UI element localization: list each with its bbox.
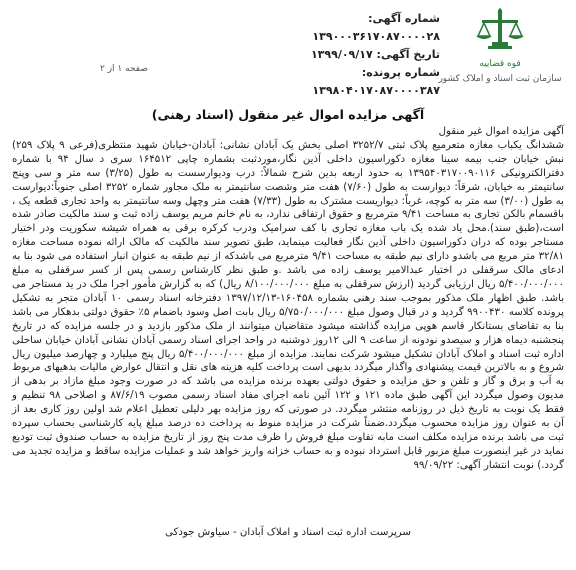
organization-name: سازمان ثبت اسناد و املاک کشور (438, 74, 562, 84)
judiciary-emblem-icon (460, 6, 540, 76)
page-title: آگهی مزایده اموال غیر منقول (اسناد رهنی) (151, 107, 425, 122)
emblem-caption: قوه قضاییه (479, 59, 521, 69)
ad-metadata (280, 10, 440, 100)
notice-body (12, 125, 564, 473)
notice-paragraph: ششدانگ یکباب مغازه متعرمیع پلاک ثبتی ۳۲۵۲/۷ اصلی بخش یک آبادان نشانی: آبادان-خیابان شهید منتظری(فرعی ۹ پلاک ۲۵۹) نبش خیابان جنب بیمه سینا مغازه دکوراسیون داخلی آذین نگار،موردثبت بشماره چاپی ۱۶۴۵۱۲ سری د سال ۹۴ با شماره دفترالکترونیکی ۱۳۹۵۴۰۳۱۷۰۰۹۰۱۱۶ به حدود اربعه بدین شرح شمالاً: درب ودیوارسست به طول (۳/۲۵) سه متر و سی وپنج سانتیمتر به خیابان، شرقاً: دیوارست به طول (۷/۶۰) هفت متر وشصت سانتیمتر به ملک مجاور شماره ۳۲۵۲ اصلی جنوباً:دیوارست به طول (۳/۰۰) سه متر به کوچه، غرباً: دیواریست مشترک به طول (۷/۳۳) هفت متر وچهل وسه سانتیمتر به واحد تجاری قطعه یک ، باقسمام بالکن تجاری به مساحت ۹/۴۱ مترمربع و حقوق ارتفاقی ندارد، به نام خانم مریم یوسف زاده ثبت و سند مالکیت صادر شده است،(طبق سند).محل یاد شده یک باب مغازه تجاری با کف سرامیک ودرب کرکره برقی به همراه شیشه سکوریت ودر اختیار مستاجر بوده که دران دکوراسیون داخلی آذین نگار فعالیت مینماید، طبق تصویر سند مالکیت که مالک ارائه نموده مساحت مغازه ۳۲/۸۱ متر مربع می باشدو دارای نیم طبقه به مساحت ۹/۴۱ مترمربع می باشدکه از نیم طبقه به عنوان انبار استفاده می شود بنا به ادعای مالک سرقفلی در اختیار عبدالامیر یوسف زاده می باشد .و طبق نظر کارشناس رسمی پس از کسر سرقفلی به مبلغ ۵/۴۰۰/۰۰۰/۰۰۰ ریال ارزیابی گردید (ارزش سرقفلی به مبلغ ۸/۱۰۰/۰۰۰/۰۰۰ ریال) که به گزارش مأمور اجرا ملک در ید مستاجر می باشد. طبق اظهار ملک مذکور بموجب سند رهنی بشماره ۱۶۰۴۵۸-۱۳۹۷/۱۲/۱۳ دفترخانه اسناد رسمی ۱۰ آبادان متجر به تشکیل پرونده کلاسه ۹۹۰۰۴۳۰ گردید و در قبال وصول مبلغ ۵/۷۵۰/۰۰۰/۰۰۰ ریال بابت اصل وسود باضمام ۵٪ حقوق دولتی بدهکار می باشد بنا به تقاضای بستانکار قاسم هوپی مزایده گذاشته میشود متقاضیان میتوانند از ملک مذکور بازدید و در جلسه مزایده که در تاریخ پنجشنبه دیماه هزار و سیصدو نودونه از ساعت ۹ الی ۱۲روز دوشنبه در واحد اجرای اسناد رسمی آبادان نشانی آبادان خیابان ساحلی اداره ثبت اسناد و املاک آبادان تشکیل میشود شرکت نمایند. مزایده از مبلغ ۵/۴۰۰/۰۰۰/۰۰۰ ریال پنج میلیارد و چهارصد میلیون ریال شروع و به بالاترین قیمت پیشنهادی واگذار میگردد بدیهی است پرداخت کلیه هزینه های نقل و انتقال عوارض مالیات بدهیهای مربوط به آب و برق و گاز و تلفن و حق مزایده و حقوق دولتی بعهده برنده مزایده می باشد که در صورت وجود مبلغ مازاد بر بدهی از مدیون وصول میگردد این آگهی طبق ماده ۱۲۱ و ۱۲۲ آئین نامه اجرای مفاد اسناد رسمی مصوب ۸۷/۶/۱۹ و اصلاحی ۹۸ تنظیم و فقط یک نوبت به تاریخ ذیل در روزنامه منتشر میگردد. در صورتی که روز مزایده بهر دلیلی تعطیل اعلام شد اولین روز کاری بعد از آن به عنوان روز مزایده محسوب میگردد.ضمناً شرکت در مزایده منوط به پرداخت ده درصد مبلغ پایه کارشناسی بحساب سپرده ثبت می باشد برنده مزایده مکلف است مابه تفاوت مبلغ فروش را ظرف مدت پنج روز از تاریخ مزایده به حساب صندوق ثبت تودیع نماید در غیر اینصورت مبلغ مزبور قابل استرداد نبوده و به حساب خزانه واریز خواهد شد و عملیات مزایده ساقط و مزایده تجدید می گردد.) نوبت انتشار آگهی: ۹۹/۰۹/۲۲ (12, 139, 565, 471)
notice-intro: آگهی مزایده اموال غیر منقول (438, 126, 564, 137)
file-number: شماره پرونده: ۱۳۹۸۰۴۰۱۷۰۸۷۰۰۰۰۳۸۷ (312, 66, 440, 97)
page-number: صفحه ۱ از ۲ (100, 64, 148, 74)
signature-line: سرپرست اداره ثبت اسناد و املاک آبادان - سیاوش جودکی (165, 527, 411, 538)
document-header (0, 0, 576, 100)
ad-date: تاریخ آگهی: ۱۳۹۹/۰۹/۱۷ (310, 48, 440, 61)
ad-number: شماره آگهی: ۱۳۹۰۰۰۳۶۱۷۰۸۷۰۰۰۰۲۸ (312, 12, 440, 43)
